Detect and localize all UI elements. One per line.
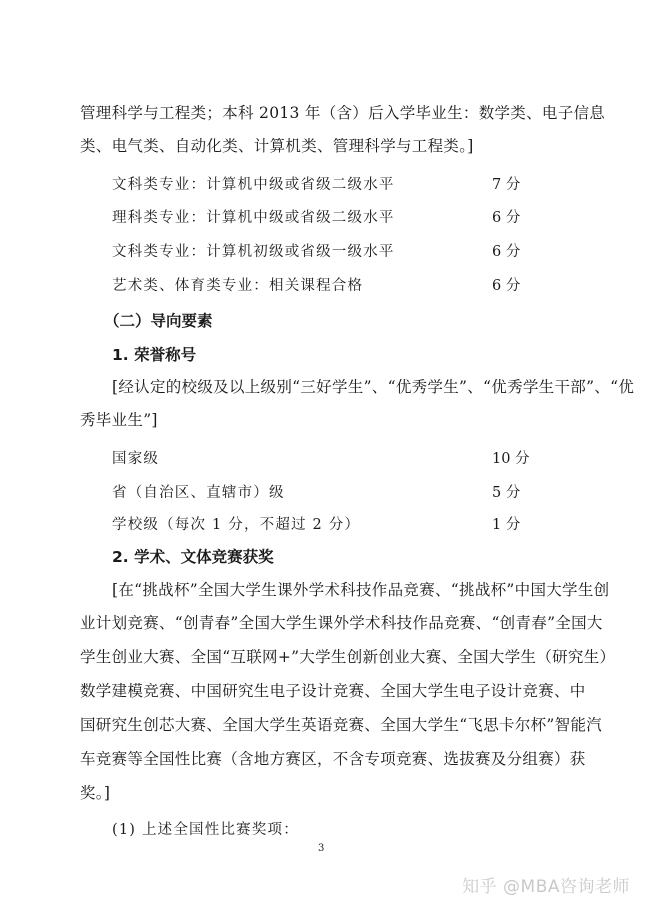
honor-score-row [112, 482, 532, 504]
score-row [112, 241, 532, 263]
score-value: 6 分 [492, 278, 521, 294]
competition-note-line: 奖。] [80, 784, 111, 802]
honor-score-row [112, 514, 532, 536]
honor-score-value: 10 分 [492, 451, 530, 467]
subsection-heading-honor: 1. 荣誉称号 [112, 346, 197, 364]
competition-note-line: [在“挑战杯”全国大学生课外学术科技作品竞赛、“挑战杯”中国大学生创 [112, 581, 610, 599]
score-value: 6 分 [492, 210, 521, 226]
competition-note-line: 国研究生创芯大赛、全国大学生英语竞赛、全国大学生“飞思卡尔杯”智能汽 [80, 716, 603, 734]
competition-note-line: 数学建模竞赛、中国研究生电子设计竞赛、全国大学生电子设计竞赛、中 [80, 682, 586, 700]
honor-score-value: 5 分 [492, 485, 521, 501]
honor-level-label: 学校级（每次 1 分，不超过 2 分） [112, 517, 361, 533]
watermark: 知乎 @MBA咨询老师 [462, 877, 630, 897]
honor-note-line-1: [经认定的校级及以上级别“三好学生”、“优秀学生”、“优秀学生干部”、“优 [112, 378, 635, 396]
honor-level-label: 国家级 [112, 451, 160, 467]
score-label: 文科类专业：计算机初级或省级一级水平 [112, 244, 395, 260]
honor-note-line-2: 秀毕业生”] [80, 411, 158, 429]
honor-score-row [112, 448, 532, 470]
competition-note-line: 车竞赛等全国性比赛（含地方赛区，不含专项竞赛、选拔赛及分组赛）获 [80, 750, 586, 768]
score-row [112, 207, 532, 229]
score-label: 艺术类、体育类专业：相关课程合格 [112, 278, 364, 294]
competition-note-line: 学生创业大赛、全国“互联网+”大学生创新创业大赛、全国大学生（研究生） [80, 648, 616, 666]
score-value: 6 分 [492, 244, 521, 260]
score-value: 7 分 [492, 177, 521, 193]
score-row [112, 174, 532, 196]
intro-line-2: 类、电气类、自动化类、计算机类、管理科学与工程类。] [80, 137, 474, 155]
section-heading: （二）导向要素 [104, 312, 213, 330]
competition-note-line: 业计划竞赛、“创青春”全国大学生课外学术科技作品竞赛、“创青春”全国大 [80, 614, 603, 632]
competition-sub-item: (1) 上述全国性比赛奖项： [112, 822, 299, 838]
subsection-heading-competition: 2. 学术、文体竞赛获奖 [112, 548, 274, 566]
score-label: 文科类专业：计算机中级或省级二级水平 [112, 177, 395, 193]
score-row [112, 275, 532, 297]
page-number: 3 [318, 843, 325, 854]
intro-line-1: 管理科学与工程类；本科 2013 年（含）后入学毕业生：数学类、电子信息 [80, 104, 606, 122]
honor-level-label: 省（自治区、直辖市）级 [112, 485, 285, 501]
honor-score-value: 1 分 [492, 517, 521, 533]
score-label: 理科类专业：计算机中级或省级二级水平 [112, 210, 395, 226]
